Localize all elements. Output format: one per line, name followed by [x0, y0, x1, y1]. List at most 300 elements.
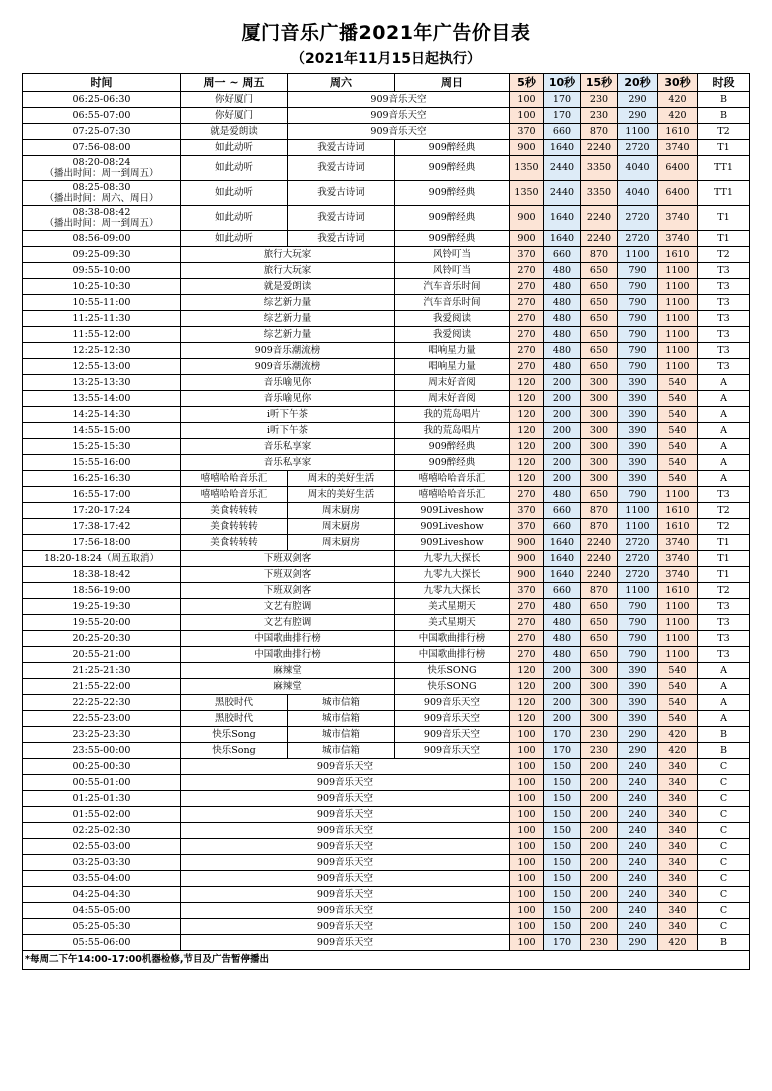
price-15s: 650: [581, 327, 618, 343]
program-cell: 周末好音阅: [395, 391, 510, 407]
price-5s: 900: [510, 551, 544, 567]
price-15s: 650: [581, 263, 618, 279]
time-cell: 22:55-23:00: [23, 711, 181, 727]
program-cell: 综艺新力量: [181, 295, 395, 311]
price-5s: 1350: [510, 156, 544, 181]
program-cell: 旅行大玩家: [181, 263, 395, 279]
program-cell: 909音乐天空: [181, 919, 510, 935]
table-row: [23, 108, 750, 124]
price-10s: 150: [544, 871, 581, 887]
program-cell: 中国歌曲排行榜: [181, 631, 395, 647]
time-cell: 17:56-18:00: [23, 535, 181, 551]
price-30s: 1100: [658, 279, 698, 295]
price-15s: 300: [581, 711, 618, 727]
price-15s: 230: [581, 108, 618, 124]
segment-cell: T1: [698, 535, 750, 551]
program-cell: 909音乐天空: [181, 839, 510, 855]
price-15s: 200: [581, 919, 618, 935]
price-5s: 270: [510, 343, 544, 359]
segment-cell: T3: [698, 599, 750, 615]
segment-cell: TT1: [698, 181, 750, 206]
price-30s: 1100: [658, 295, 698, 311]
segment-cell: A: [698, 439, 750, 455]
time-range: 08:38-08:42: [72, 207, 131, 218]
price-5s: 370: [510, 124, 544, 140]
segment-cell: A: [698, 423, 750, 439]
price-5s: 100: [510, 92, 544, 108]
table-row: [23, 407, 750, 423]
program-cell: 909音乐天空: [181, 759, 510, 775]
price-20s: 790: [618, 327, 658, 343]
broadcast-note: （播出时间：周一到周五）: [44, 218, 159, 229]
program-cell: 麻辣堂: [181, 663, 395, 679]
price-20s: 390: [618, 711, 658, 727]
price-30s: 1610: [658, 519, 698, 535]
price-20s: 2720: [618, 551, 658, 567]
segment-cell: A: [698, 663, 750, 679]
program-cell: 周末的美好生活: [288, 471, 395, 487]
program-cell: 风铃叮当: [395, 247, 510, 263]
price-5s: 900: [510, 231, 544, 247]
program-cell: 快乐SONG: [395, 679, 510, 695]
price-10s: 150: [544, 919, 581, 935]
price-5s: 100: [510, 855, 544, 871]
time-range: 08:25-08:30: [72, 182, 131, 193]
price-15s: 300: [581, 663, 618, 679]
price-15s: 200: [581, 871, 618, 887]
price-30s: 1610: [658, 503, 698, 519]
segment-cell: A: [698, 407, 750, 423]
segment-cell: T3: [698, 311, 750, 327]
table-row: [23, 583, 750, 599]
price-20s: 2720: [618, 231, 658, 247]
program-cell: 美食转转转: [181, 519, 288, 535]
segment-cell: B: [698, 727, 750, 743]
segment-cell: T2: [698, 503, 750, 519]
program-cell: 909音乐天空: [288, 92, 510, 108]
price-5s: 370: [510, 583, 544, 599]
program-cell: 综艺新力量: [181, 327, 395, 343]
price-15s: 870: [581, 583, 618, 599]
price-15s: 300: [581, 407, 618, 423]
table-row: [23, 839, 750, 855]
price-15s: 3350: [581, 156, 618, 181]
price-5s: 100: [510, 743, 544, 759]
price-15s: 300: [581, 455, 618, 471]
price-20s: 1100: [618, 519, 658, 535]
price-10s: 480: [544, 295, 581, 311]
price-20s: 390: [618, 375, 658, 391]
program-cell: 旅行大玩家: [181, 247, 395, 263]
segment-cell: A: [698, 375, 750, 391]
price-20s: 790: [618, 487, 658, 503]
header-30s: 30秒: [658, 74, 698, 92]
price-20s: 790: [618, 647, 658, 663]
price-10s: 150: [544, 839, 581, 855]
time-cell: 13:25-13:30: [23, 375, 181, 391]
price-20s: 790: [618, 359, 658, 375]
program-cell: 909音乐天空: [181, 807, 510, 823]
program-cell: 就是爱朗读: [181, 124, 288, 140]
price-15s: 200: [581, 759, 618, 775]
price-30s: 340: [658, 791, 698, 807]
time-cell: 16:55-17:00: [23, 487, 181, 503]
table-row: [23, 599, 750, 615]
time-cell: 11:55-12:00: [23, 327, 181, 343]
price-30s: 540: [658, 679, 698, 695]
time-cell: 18:38-18:42: [23, 567, 181, 583]
program-cell: 909醉经典: [395, 140, 510, 156]
program-cell: 美食转转转: [181, 503, 288, 519]
program-cell: 我爱古诗词: [288, 156, 395, 181]
price-15s: 2240: [581, 535, 618, 551]
price-15s: 650: [581, 647, 618, 663]
price-10s: 480: [544, 311, 581, 327]
table-row: [23, 919, 750, 935]
table-row: [23, 439, 750, 455]
price-5s: 120: [510, 455, 544, 471]
table-row: [23, 807, 750, 823]
table-row: [23, 615, 750, 631]
price-20s: 240: [618, 807, 658, 823]
price-10s: 1640: [544, 206, 581, 231]
segment-cell: A: [698, 711, 750, 727]
time-cell: [23, 181, 181, 206]
segment-cell: T3: [698, 263, 750, 279]
time-cell: 06:25-06:30: [23, 92, 181, 108]
price-15s: 230: [581, 743, 618, 759]
segment-cell: C: [698, 807, 750, 823]
segment-cell: T2: [698, 519, 750, 535]
price-15s: 300: [581, 423, 618, 439]
program-cell: 下班双剑客: [181, 583, 395, 599]
table-row: [23, 279, 750, 295]
price-10s: 150: [544, 807, 581, 823]
table-row: [23, 935, 750, 951]
price-30s: 420: [658, 727, 698, 743]
price-20s: 240: [618, 775, 658, 791]
price-30s: 340: [658, 839, 698, 855]
price-20s: 290: [618, 727, 658, 743]
price-15s: 200: [581, 903, 618, 919]
program-cell: 如此动听: [181, 231, 288, 247]
program-cell: 如此动听: [181, 140, 288, 156]
price-5s: 100: [510, 727, 544, 743]
header-time: 时间: [23, 74, 181, 92]
table-row: [23, 359, 750, 375]
price-30s: 3740: [658, 567, 698, 583]
price-30s: 540: [658, 439, 698, 455]
time-cell: 17:38-17:42: [23, 519, 181, 535]
segment-cell: TT1: [698, 156, 750, 181]
segment-cell: T3: [698, 631, 750, 647]
price-5s: 370: [510, 247, 544, 263]
price-10s: 200: [544, 439, 581, 455]
time-cell: 02:55-03:00: [23, 839, 181, 855]
price-30s: 540: [658, 695, 698, 711]
program-cell: 909音乐天空: [181, 935, 510, 951]
price-15s: 200: [581, 887, 618, 903]
price-30s: 1100: [658, 327, 698, 343]
price-15s: 870: [581, 519, 618, 535]
time-cell: 05:55-06:00: [23, 935, 181, 951]
price-5s: 100: [510, 871, 544, 887]
time-cell: 08:56-09:00: [23, 231, 181, 247]
price-20s: 240: [618, 855, 658, 871]
segment-cell: A: [698, 455, 750, 471]
program-cell: 中国歌曲排行榜: [181, 647, 395, 663]
program-cell: 909音乐天空: [395, 695, 510, 711]
time-cell: 04:25-04:30: [23, 887, 181, 903]
price-10s: 480: [544, 263, 581, 279]
price-20s: 240: [618, 759, 658, 775]
price-10s: 1640: [544, 231, 581, 247]
price-30s: 540: [658, 711, 698, 727]
price-10s: 200: [544, 711, 581, 727]
price-15s: 650: [581, 599, 618, 615]
segment-cell: C: [698, 887, 750, 903]
price-10s: 660: [544, 583, 581, 599]
price-15s: 300: [581, 439, 618, 455]
price-10s: 150: [544, 855, 581, 871]
program-cell: 周末厨房: [288, 535, 395, 551]
table-row: [23, 663, 750, 679]
price-10s: 480: [544, 327, 581, 343]
segment-cell: C: [698, 855, 750, 871]
price-15s: 2240: [581, 567, 618, 583]
price-30s: 340: [658, 919, 698, 935]
price-20s: 390: [618, 679, 658, 695]
table-row: [23, 903, 750, 919]
price-10s: 200: [544, 423, 581, 439]
program-cell: 909音乐天空: [181, 871, 510, 887]
price-5s: 270: [510, 487, 544, 503]
time-cell: 00:55-01:00: [23, 775, 181, 791]
time-cell: 07:56-08:00: [23, 140, 181, 156]
price-20s: 1100: [618, 247, 658, 263]
header-20s: 20秒: [618, 74, 658, 92]
price-15s: 650: [581, 359, 618, 375]
price-30s: 1610: [658, 247, 698, 263]
time-cell: 15:25-15:30: [23, 439, 181, 455]
price-30s: 1100: [658, 359, 698, 375]
price-10s: 200: [544, 471, 581, 487]
program-cell: 唱响星力量: [395, 343, 510, 359]
price-30s: 340: [658, 871, 698, 887]
time-cell: 18:20-18:24（周五取消）: [23, 551, 181, 567]
header-saturday: 周六: [288, 74, 395, 92]
program-cell: 909音乐潮流榜: [181, 343, 395, 359]
price-10s: 170: [544, 743, 581, 759]
price-20s: 240: [618, 887, 658, 903]
segment-cell: T3: [698, 615, 750, 631]
segment-cell: T3: [698, 359, 750, 375]
price-20s: 290: [618, 108, 658, 124]
program-cell: 快乐Song: [181, 743, 288, 759]
price-20s: 390: [618, 663, 658, 679]
price-15s: 2240: [581, 551, 618, 567]
program-cell: 城市信箱: [288, 727, 395, 743]
price-30s: 340: [658, 887, 698, 903]
price-10s: 150: [544, 823, 581, 839]
price-15s: 2240: [581, 140, 618, 156]
price-10s: 660: [544, 247, 581, 263]
program-cell: 909音乐天空: [395, 743, 510, 759]
price-30s: 340: [658, 759, 698, 775]
program-cell: 快乐SONG: [395, 663, 510, 679]
price-10s: 2440: [544, 156, 581, 181]
table-row: [23, 391, 750, 407]
program-cell: 你好厦门: [181, 92, 288, 108]
program-cell: 城市信箱: [288, 695, 395, 711]
segment-cell: T1: [698, 567, 750, 583]
segment-cell: A: [698, 391, 750, 407]
price-10s: 200: [544, 679, 581, 695]
price-20s: 240: [618, 871, 658, 887]
price-10s: 150: [544, 887, 581, 903]
price-10s: 480: [544, 279, 581, 295]
price-10s: 200: [544, 375, 581, 391]
price-10s: 480: [544, 615, 581, 631]
program-cell: 周末的美好生活: [288, 487, 395, 503]
table-row: [23, 791, 750, 807]
time-range: 08:20-08:24: [72, 157, 131, 168]
footnote: *每周二下午14:00-17:00机器检修,节目及广告暂停播出: [23, 951, 750, 970]
program-cell: 美食转转转: [181, 535, 288, 551]
program-cell: 文艺有腔调: [181, 599, 395, 615]
header-10s: 10秒: [544, 74, 581, 92]
time-cell: 04:55-05:00: [23, 903, 181, 919]
table-row: [23, 295, 750, 311]
program-cell: 中国歌曲排行榜: [395, 647, 510, 663]
time-cell: 12:55-13:00: [23, 359, 181, 375]
price-15s: 230: [581, 92, 618, 108]
segment-cell: T2: [698, 583, 750, 599]
time-cell: 20:25-20:30: [23, 631, 181, 647]
price-5s: 120: [510, 439, 544, 455]
program-cell: 音乐喻见你: [181, 375, 395, 391]
price-5s: 100: [510, 807, 544, 823]
price-10s: 1640: [544, 140, 581, 156]
price-10s: 480: [544, 343, 581, 359]
price-30s: 1100: [658, 599, 698, 615]
segment-cell: C: [698, 919, 750, 935]
time-cell: 14:55-15:00: [23, 423, 181, 439]
price-20s: 390: [618, 471, 658, 487]
segment-cell: T3: [698, 279, 750, 295]
price-20s: 240: [618, 919, 658, 935]
price-10s: 150: [544, 775, 581, 791]
price-15s: 3350: [581, 181, 618, 206]
segment-cell: T3: [698, 295, 750, 311]
program-cell: 中国歌曲排行榜: [395, 631, 510, 647]
table-row: [23, 181, 750, 206]
program-cell: 文艺有腔调: [181, 615, 395, 631]
segment-cell: T3: [698, 647, 750, 663]
price-15s: 650: [581, 295, 618, 311]
table-row: [23, 567, 750, 583]
price-30s: 3740: [658, 140, 698, 156]
price-15s: 650: [581, 279, 618, 295]
price-15s: 200: [581, 775, 618, 791]
price-30s: 420: [658, 743, 698, 759]
price-10s: 660: [544, 503, 581, 519]
price-5s: 270: [510, 295, 544, 311]
segment-cell: T3: [698, 343, 750, 359]
program-cell: 如此动听: [181, 206, 288, 231]
table-row: [23, 423, 750, 439]
table-row: [23, 206, 750, 231]
price-5s: 270: [510, 311, 544, 327]
program-cell: 我的荒岛唱片: [395, 423, 510, 439]
time-cell: 02:25-02:30: [23, 823, 181, 839]
table-row: [23, 823, 750, 839]
price-10s: 1640: [544, 535, 581, 551]
price-15s: 200: [581, 855, 618, 871]
table-row: [23, 647, 750, 663]
segment-cell: C: [698, 775, 750, 791]
segment-cell: T3: [698, 487, 750, 503]
header-5s: 5秒: [510, 74, 544, 92]
price-10s: 150: [544, 903, 581, 919]
program-cell: i听下午茶: [181, 407, 395, 423]
program-cell: 唱响星力量: [395, 359, 510, 375]
price-20s: 4040: [618, 181, 658, 206]
price-5s: 370: [510, 519, 544, 535]
price-30s: 420: [658, 108, 698, 124]
price-20s: 1100: [618, 583, 658, 599]
segment-cell: B: [698, 743, 750, 759]
price-5s: 100: [510, 775, 544, 791]
price-30s: 340: [658, 823, 698, 839]
time-cell: 21:55-22:00: [23, 679, 181, 695]
price-5s: 100: [510, 759, 544, 775]
table-row: [23, 343, 750, 359]
segment-cell: C: [698, 871, 750, 887]
price-20s: 790: [618, 631, 658, 647]
program-cell: 综艺新力量: [181, 311, 395, 327]
price-30s: 3740: [658, 231, 698, 247]
program-cell: i听下午茶: [181, 423, 395, 439]
program-cell: 美式星期天: [395, 615, 510, 631]
price-20s: 1100: [618, 503, 658, 519]
price-20s: 790: [618, 295, 658, 311]
price-30s: 340: [658, 807, 698, 823]
segment-cell: C: [698, 759, 750, 775]
time-cell: 01:55-02:00: [23, 807, 181, 823]
price-20s: 790: [618, 343, 658, 359]
price-20s: 2720: [618, 140, 658, 156]
price-15s: 870: [581, 124, 618, 140]
price-5s: 270: [510, 647, 544, 663]
program-cell: 909音乐天空: [288, 124, 510, 140]
program-cell: 909音乐天空: [181, 855, 510, 871]
program-cell: 快乐Song: [181, 727, 288, 743]
program-cell: 九零九大探长: [395, 567, 510, 583]
price-15s: 650: [581, 311, 618, 327]
price-30s: 1100: [658, 615, 698, 631]
program-cell: 周末厨房: [288, 519, 395, 535]
price-table: [22, 73, 750, 970]
program-cell: 909音乐天空: [395, 727, 510, 743]
price-10s: 170: [544, 935, 581, 951]
program-cell: 909音乐天空: [181, 791, 510, 807]
time-cell: 07:25-07:30: [23, 124, 181, 140]
price-15s: 200: [581, 839, 618, 855]
program-cell: 就是爱朗读: [181, 279, 395, 295]
program-cell: 嘻嘻哈哈音乐汇: [395, 487, 510, 503]
header-segment: 时段: [698, 74, 750, 92]
